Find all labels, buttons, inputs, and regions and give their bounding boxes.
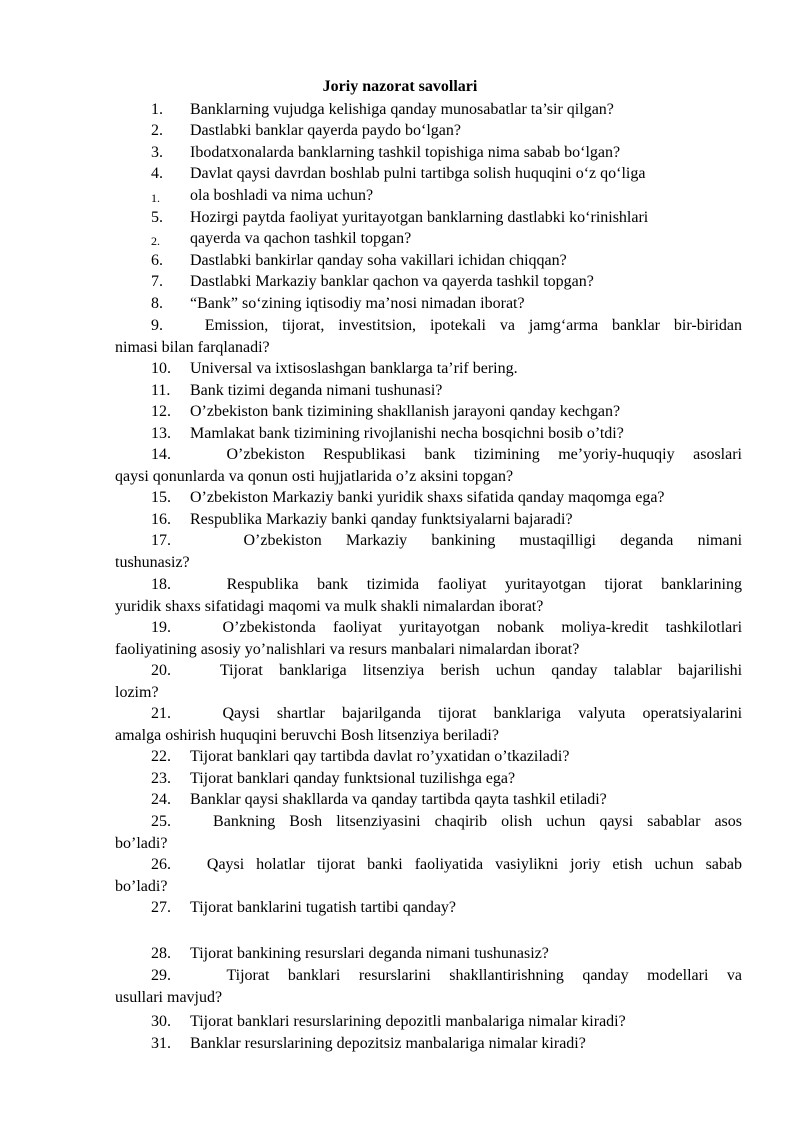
question-item	[115, 854, 742, 897]
question-first-line	[115, 703, 742, 725]
question-text: O’zbekiston Markaziy banki yuridik shaxs sifatida qanday maqomga ega?	[190, 489, 665, 506]
question-number: 28.	[151, 945, 171, 962]
question-first-line	[115, 530, 742, 552]
question-item	[115, 293, 742, 315]
question-text-continuation: nimasi bilan farqlanadi?	[115, 338, 270, 356]
question-item	[115, 358, 742, 380]
question-number: 16.	[151, 511, 171, 528]
question-item	[115, 746, 742, 768]
question-item	[115, 380, 742, 402]
question-text-continuation: yuridik shaxs sifatidagi maqomi va mulk shakli nimalardan iborat?	[115, 597, 544, 615]
question-item	[115, 1011, 742, 1033]
question-number: 2.	[151, 122, 163, 139]
question-item	[115, 965, 742, 1008]
question-text: qayerda va qachon tashkil topgan?	[190, 230, 412, 247]
question-number: 21.	[151, 705, 223, 722]
question-text: Dastlabki banklar qayerda paydo bo‘lgan?	[190, 122, 462, 139]
question-number: 6.	[151, 252, 163, 269]
question-item	[115, 401, 742, 423]
question-item	[115, 897, 742, 919]
question-number: 9.	[151, 317, 205, 334]
question-number: 25.	[151, 813, 214, 830]
question-number: 30.	[151, 1013, 171, 1030]
question-first-line	[115, 617, 742, 639]
question-text: Banklarning vujudga kelishiga qanday munosabatlar ta’sir qilgan?	[190, 101, 614, 118]
question-item	[115, 163, 742, 185]
question-item	[115, 789, 742, 811]
question-item	[115, 423, 742, 445]
question-first-line	[115, 965, 742, 987]
question-first-line	[115, 660, 742, 682]
question-text: Tijorat banklari qay tartibda davlat ro’yxatidan o’tkaziladi?	[190, 748, 570, 765]
question-number: 14.	[151, 446, 227, 463]
question-number: 23.	[151, 770, 171, 787]
question-first-line	[115, 854, 742, 876]
question-number: 27.	[151, 899, 171, 916]
question-text: Qaysi shartlar bajarilganda tijorat banklariga valyuta operatsiyalarini	[222, 705, 743, 722]
question-number: 26.	[151, 856, 207, 873]
question-text: Banklar resurslarining depozitsiz manbalariga nimalar kiradi?	[190, 1035, 586, 1052]
question-text: Respublika bank tizimida faoliyat yuritayotgan tijorat banklarining	[226, 576, 743, 593]
question-item	[115, 185, 742, 207]
question-item	[115, 487, 742, 509]
question-item	[115, 207, 742, 229]
question-number: 10.	[151, 360, 171, 377]
question-item	[115, 250, 742, 272]
question-number: 1.	[151, 101, 163, 118]
question-text-continuation: amalga oshirish huquqini beruvchi Bosh litsenziya beriladi?	[115, 726, 499, 744]
question-text: Tijorat banklari resurslarining depozitli manbalariga nimalar kiradi?	[190, 1013, 626, 1030]
question-number: 1.	[151, 191, 160, 205]
question-text: Emission, tijorat, investitsion, ipotekali va jamg‘arma banklar bir-biridan	[204, 317, 743, 334]
question-first-line	[115, 574, 742, 596]
question-number: 11.	[151, 382, 171, 399]
question-text: ola boshladi va nima uchun?	[190, 187, 374, 204]
question-text: O’zbekistonda faoliyat yuritayotgan nobank moliya-kredit tashkilotlari	[222, 619, 743, 636]
question-item	[115, 120, 742, 142]
document-title: Joriy nazorat savollari	[322, 78, 478, 95]
question-text: Qaysi holatlar tijorat banki faoliyatida vasiylikni joriy etish uchun sabab	[206, 856, 742, 873]
question-number: 4.	[151, 165, 163, 182]
question-text-continuation: bo’ladi?	[115, 834, 168, 852]
question-item	[115, 660, 742, 703]
question-item	[115, 228, 742, 250]
question-text: Banklar qaysi shakllarda va qanday tartibda qayta tashkil etiladi?	[190, 791, 607, 808]
question-number: 7.	[151, 273, 163, 290]
question-text: Tijorat banklarini tugatish tartibi qanday?	[190, 899, 457, 916]
question-text: Tijorat banklari qanday funktsional tuzilishga ega?	[190, 770, 516, 787]
question-item	[115, 444, 742, 487]
question-number: 24.	[151, 791, 171, 808]
question-item	[115, 530, 742, 573]
question-number: 5.	[151, 209, 163, 226]
question-number: 13.	[151, 425, 171, 442]
question-number: 22.	[151, 748, 171, 765]
question-text: Davlat qaysi davrdan boshlab pulni tartibga solish huquqini o‘z qo‘liga	[190, 165, 646, 182]
question-text: Respublika Markaziy banki qanday funktsiyalarni bajaradi?	[190, 511, 573, 528]
question-text-continuation: tushunasiz?	[115, 553, 190, 571]
question-number: 17.	[151, 532, 244, 549]
question-item	[115, 271, 742, 293]
question-number: 19.	[151, 619, 223, 636]
question-text-continuation: lozim?	[115, 683, 159, 701]
question-first-line	[115, 811, 742, 833]
question-text: Dastlabki Markaziy banklar qachon va qayerda tashkil topgan?	[190, 273, 594, 290]
question-item	[115, 768, 742, 790]
question-text: Dastlabki bankirlar qanday soha vakillari ichidan chiqqan?	[190, 252, 567, 269]
question-item	[115, 703, 742, 746]
question-text: Tijorat banklari resurslarini shakllantirishning qanday modellari va	[226, 967, 742, 984]
question-number: 31.	[151, 1035, 171, 1052]
question-text-continuation: bo’ladi?	[115, 877, 168, 895]
question-first-line	[115, 315, 742, 337]
question-text-continuation: qaysi qonunlarda va qonun osti hujjatlarida o’z aksini topgan?	[115, 467, 514, 485]
question-first-line	[115, 444, 742, 466]
question-number: 18.	[151, 576, 227, 593]
question-item	[115, 1033, 742, 1055]
question-item	[115, 811, 742, 854]
question-item	[115, 617, 742, 660]
question-number: 3.	[151, 144, 163, 161]
question-number: 12.	[151, 403, 171, 420]
question-text: O’zbekiston bank tizimining shakllanish jarayoni qanday kechgan?	[190, 403, 621, 420]
question-number: 20.	[151, 662, 220, 679]
question-item	[115, 315, 742, 358]
question-item	[115, 943, 742, 965]
question-text-continuation: usullari mavjud?	[115, 988, 223, 1006]
question-number: 15.	[151, 489, 171, 506]
question-text: “Bank” so‘zining iqtisodiy ma’nosi nimadan iborat?	[190, 295, 525, 312]
question-text: Bankning Bosh litsenziyasini chaqirib olish uchun qaysi sabablar asos	[213, 813, 742, 830]
question-number: 29.	[151, 967, 227, 984]
question-text: Bank tizimi deganda nimani tushunasi?	[190, 382, 443, 399]
question-text: Mamlakat bank tizimining rivojlanishi necha bosqichni bosib o’tdi?	[190, 425, 624, 442]
question-text: Universal va ixtisoslashgan banklarga ta’rif bering.	[190, 360, 518, 377]
question-text: O’zbekiston Markaziy bankining mustaqilligi deganda nimani	[243, 532, 743, 549]
question-text: O’zbekiston Respublikasi bank tizimining me’yoriy-huquqiy asoslari	[226, 446, 742, 463]
question-text: Ibodatxonalarda banklarning tashkil topishiga nima sabab bo‘lgan?	[190, 144, 621, 161]
question-item	[115, 509, 742, 531]
question-number: 8.	[151, 295, 163, 312]
question-item	[115, 142, 742, 164]
question-item	[115, 574, 742, 617]
question-item	[115, 99, 742, 121]
question-text: Tijorat banklariga litsenziya berish uchun qanday talablar bajarilishi	[219, 662, 743, 679]
question-text-continuation: faoliyatining asosiy yo’nalishlari va resurs manbalari nimalardan iborat?	[115, 640, 580, 658]
question-number: 2.	[151, 234, 160, 248]
question-text: Hozirgi paytda faoliyat yuritayotgan banklarning dastlabki ko‘rinishlari	[190, 209, 649, 226]
question-text: Tijorat bankining resurslari deganda nimani tushunasiz?	[190, 945, 549, 962]
